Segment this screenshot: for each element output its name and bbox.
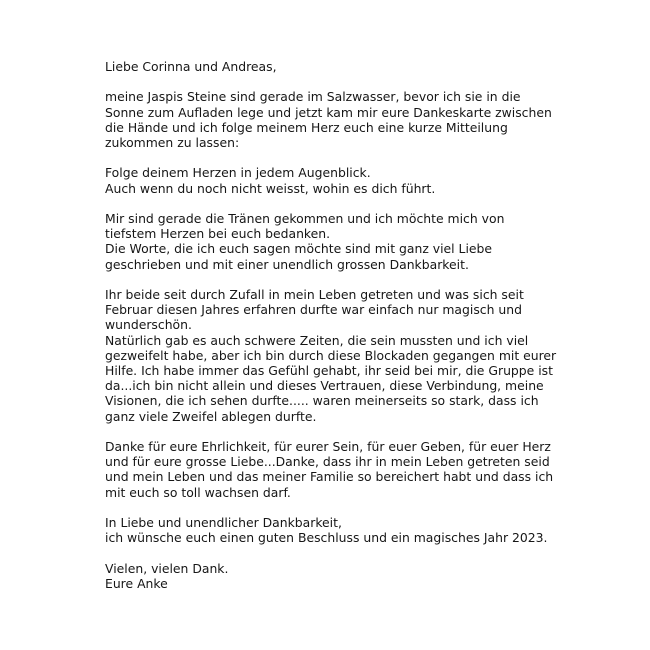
letter-line: In Liebe und unendlicher Dankbarkeit, bbox=[105, 515, 342, 531]
letter-line: Sonne zum Aufladen lege und jetzt kam mir eure Dankeskarte zwischen bbox=[105, 104, 552, 120]
letter-line: Eure Anke bbox=[105, 575, 168, 591]
letter-line: wunderschön. bbox=[105, 317, 192, 333]
letter-line: Danke für eure Ehrlichkeit, für eurer Sein, für euer Geben, für euer Herz bbox=[105, 439, 551, 455]
letter-line: Hilfe. Ich habe immer das Gefühl gehabt, ihr seid bei mir, die Gruppe ist bbox=[105, 363, 553, 379]
letter-blank-line bbox=[105, 546, 556, 561]
letter-line: ich wünsche euch einen guten Beschluss und ein magisches Jahr 2023. bbox=[105, 530, 548, 546]
letter-line: gezweifelt habe, aber ich bin durch diese Blockaden gegangen mit eurer bbox=[105, 347, 557, 363]
letter-line: ganz viele Zweifel ablegen durfte. bbox=[105, 408, 317, 424]
letter-blank-line bbox=[105, 196, 556, 211]
letter-line: Auch wenn du noch nicht weisst, wohin es dich führt. bbox=[105, 180, 436, 196]
letter-line: Natürlich gab es auch schwere Zeiten, die sein mussten und ich viel bbox=[105, 332, 529, 348]
letter-line: geschrieben und mit einer unendlich grossen Dankbarkeit. bbox=[105, 256, 469, 272]
letter-line: mit euch so toll wachsen darf. bbox=[105, 484, 291, 500]
letter-line: zukommen zu lassen: bbox=[105, 135, 240, 151]
letter-line: Liebe Corinna und Andreas, bbox=[105, 59, 277, 74]
letter-blank-line bbox=[105, 424, 556, 439]
letter-line: Februar diesen Jahres erfahren durfte war einfach nur magisch und bbox=[105, 302, 522, 318]
letter-line: da...ich bin nicht allein und dieses Vertrauen, diese Verbindung, meine bbox=[105, 378, 544, 394]
letter-line: meine Jaspis Steine sind gerade im Salzwasser, bevor ich sie in die bbox=[105, 89, 521, 105]
letter-line: Folge deinem Herzen in jedem Augenblick. bbox=[105, 165, 371, 181]
letter-line: Mir sind gerade die Tränen gekommen und ich möchte mich von bbox=[105, 211, 505, 227]
letter-body bbox=[105, 59, 556, 591]
letter-blank-line bbox=[105, 272, 556, 287]
letter-line: Vielen, vielen Dank. bbox=[105, 560, 229, 576]
letter-blank-line bbox=[105, 500, 556, 515]
letter-line: Die Worte, die ich euch sagen möchte sind mit ganz viel Liebe bbox=[105, 241, 493, 257]
letter-line: und für eure grosse Liebe...Danke, dass ihr in mein Leben getreten seid bbox=[105, 454, 550, 470]
letter-line: Ihr beide seit durch Zufall in mein Leben getreten und was sich seit bbox=[105, 287, 524, 303]
letter-line: und mein Leben und das meiner Familie so bereichert habt und dass ich bbox=[105, 469, 554, 485]
letter-line: Visionen, die ich sehen durfte..... waren meinerseits so stark, dass ich bbox=[105, 393, 539, 409]
letter-line: die Hände und ich folge meinem Herz euch eine kurze Mitteilung bbox=[105, 119, 508, 135]
letter-line: tiefstem Herzen bei euch bedanken. bbox=[105, 226, 331, 242]
letter-blank-line bbox=[105, 150, 556, 165]
letter-blank-line bbox=[105, 74, 556, 89]
